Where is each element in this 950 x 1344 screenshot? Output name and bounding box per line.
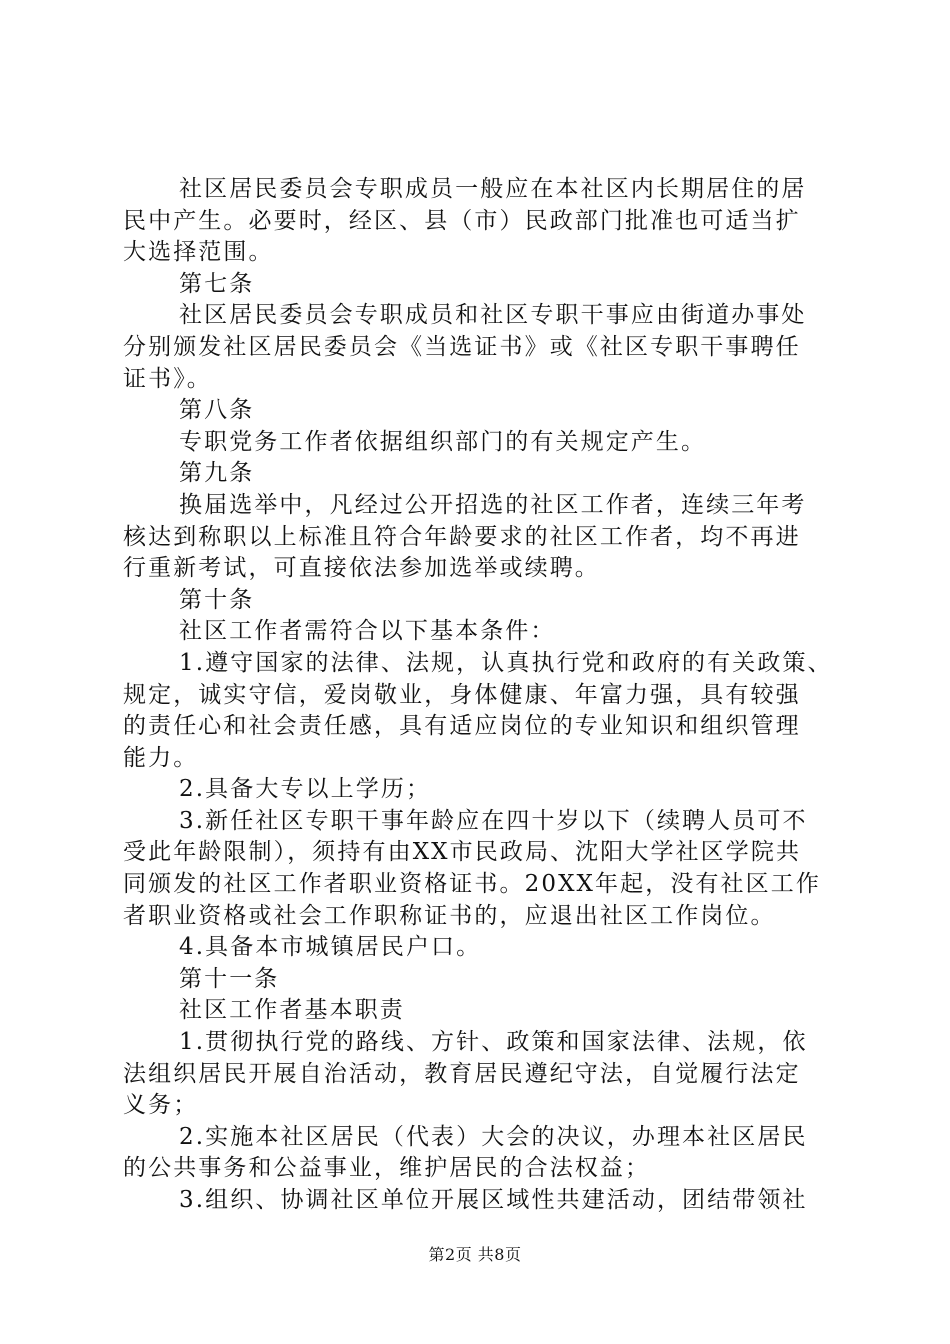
text-line: 义务； [123,1092,199,1119]
text-line: 换届选举中，凡经过公开招选的社区工作者，连续三年考 [179,491,807,518]
text-line: 法组织居民开展自治活动，教育居民遵纪守法，自觉履行法定 [123,1060,801,1087]
text-line: 社区工作者需符合以下基本条件： [179,618,556,645]
text-line: 3.组织、协调社区单位开展区域性共建活动，团结带领社 [179,1187,808,1213]
text-line: 的责任心和社会责任感，具有适应岗位的专业知识和组织管理 [123,713,801,740]
text-line: 社区居民委员会专职成员一般应在本社区内长期居住的居 [179,176,807,202]
text-line: 4.具备本市城镇居民户口。 [179,934,482,961]
text-line: 核达到称职以上标准且符合年龄要求的社区工作者，均不再进 [123,523,801,550]
text-line: 的公共事务和公益事业，维护居民的合法权益； [123,1155,651,1182]
text-line: 大选择范围。 [123,239,274,266]
text-line: 第十条 [179,586,255,613]
text-line: 分别颁发社区居民委员会《当选证书》或《社区专职干事聘任 [123,333,801,360]
text-line: 第七条 [179,270,255,297]
text-line: 能力。 [123,744,199,771]
text-line: 1.贯彻执行党的路线、方针、政策和国家法律、法规，依 [179,1029,808,1056]
page-footer: 第2页 共8页 [428,1245,522,1264]
text-line: 行重新考试，可直接依法参加选举或续聘。 [123,555,600,582]
text-line: 社区居民委员会专职成员和社区专职干事应由街道办事处 [179,302,807,329]
text-line: 1.遵守国家的法律、法规，认真执行党和政府的有关政策、 [179,649,833,676]
text-line: 证书》。 [123,365,212,392]
text-line: 第八条 [179,397,255,424]
text-line: 第十一条 [179,965,280,992]
text-line: 社区工作者基本职责 [179,997,405,1024]
text-line: 者职业资格或社会工作职称证书的，应退出社区工作岗位。 [123,902,776,929]
text-line: 规定，诚实守信，爱岗敬业，身体健康、年富力强，具有较强 [123,681,801,708]
text-line: 受此年龄限制），须持有由XX市民政局、沈阳大学社区学院共 [123,839,802,866]
text-line: 同颁发的社区工作者职业资格证书。20XX年起，没有社区工作 [123,871,821,898]
text-line: 第九条 [179,460,255,487]
text-line: 3.新任社区专职干事年龄应在四十岁以下（续聘人员可不 [179,807,808,834]
text-line: 2.具备大专以上学历； [179,776,432,803]
document-body [123,174,833,1217]
text-line: 专职党务工作者依据组织部门的有关规定产生。 [179,428,707,455]
text-line: 2.实施本社区居民（代表）大会的决议，办理本社区居民 [179,1123,808,1150]
text-line: 民中产生。必要时，经区、县（市）民政部门批准也可适当扩 [123,207,801,234]
